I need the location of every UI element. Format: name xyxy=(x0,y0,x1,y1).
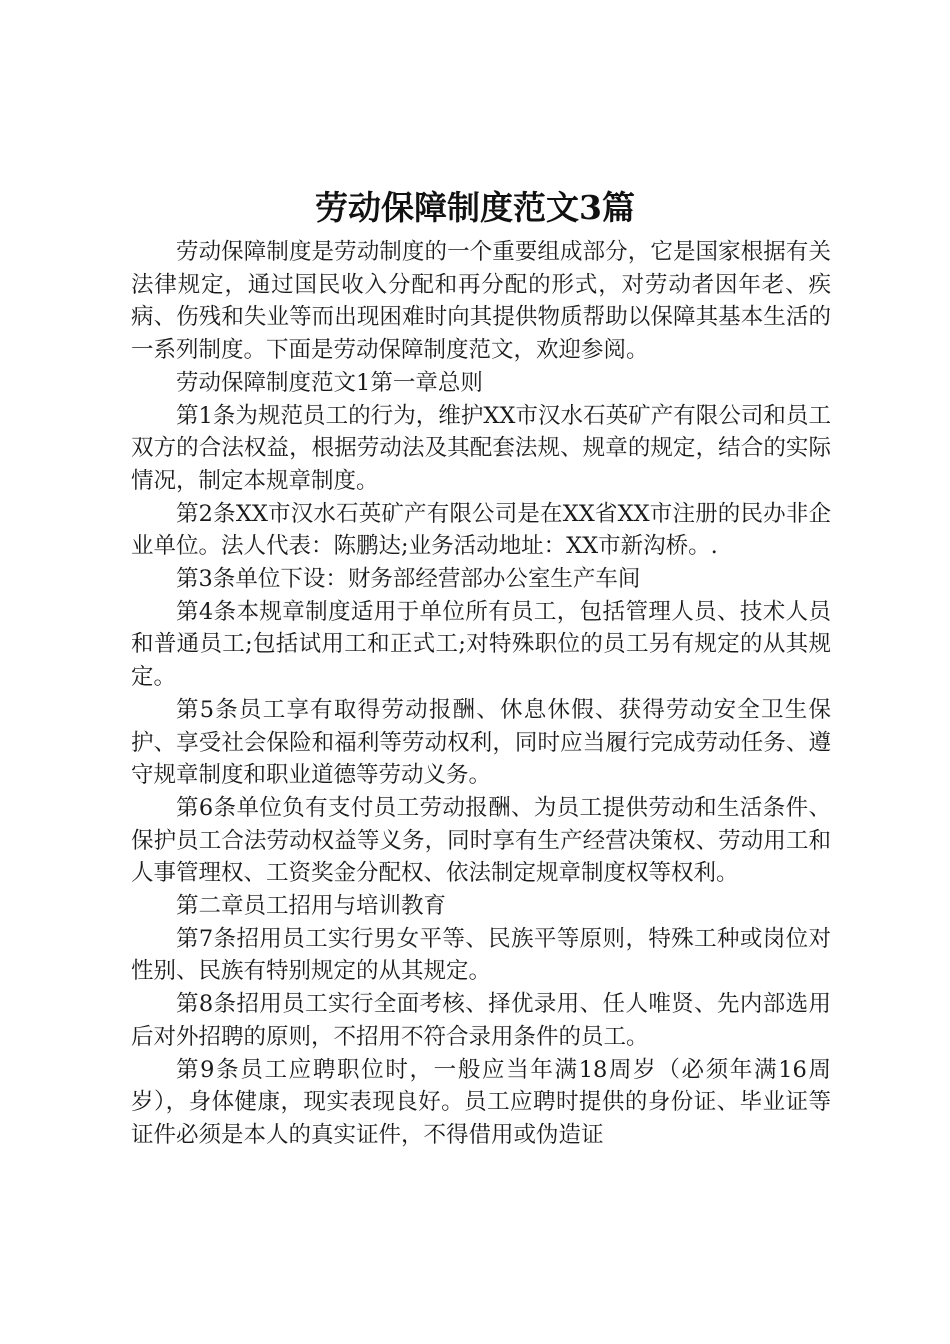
paragraph-article-4: 第4条本规章制度适用于单位所有员工，包括管理人员、技术人员和普通员工;包括试用工和正式工;对特殊职位的员工另有规定的从其规定。 xyxy=(131,598,831,691)
paragraph-article-5: 第5条员工享有取得劳动报酬、休息休假、获得劳动安全卫生保护、享受社会保险和福利等劳动权利，同时应当履行完成劳动任务、遵守规章制度和职业道德等劳动义务。 xyxy=(131,696,831,789)
paragraph-article-7: 第7条招用员工实行男女平等、民族平等原则，特殊工种或岗位对性别、民族有特别规定的从其规定。 xyxy=(131,925,831,985)
paragraph-article-6: 第6条单位负有支付员工劳动报酬、为员工提供劳动和生活条件、保护员工合法劳动权益等义务，同时享有生产经营决策权、劳动用工和人事管理权、工资奖金分配权、依法制定规章制度权等权利。 xyxy=(131,794,831,887)
paragraph-chapter-2-heading: 第二章员工招用与培训教育 xyxy=(176,893,447,920)
paragraph-article-8: 第8条招用员工实行全面考核、择优录用、任人唯贤、先内部选用后对外招聘的原则，不招用不符合录用条件的员工。 xyxy=(131,991,831,1050)
paragraph-article-9: 第9条员工应聘职位时，一般应当年满18周岁（必须年满16周岁），身体健康，现实表现良好。员工应聘时提供的身份证、毕业证等证件必须是本人的真实证件，不得借用或伪造证 xyxy=(131,1056,831,1148)
document-body xyxy=(131,236,831,1152)
paragraph-intro: 劳动保障制度是劳动制度的一个重要组成部分，它是国家根据有关法律规定，通过国民收入分配和再分配的形式，对劳动者因年老、疾病、伤残和失业等而出现困难时向其提供物质帮助以保障其基本生活的一系列制度。下面是劳动保障制度范文，欢迎参阅。 xyxy=(131,239,831,364)
paragraph-chapter-1-heading: 劳动保障制度范文1第一章总则 xyxy=(176,369,483,396)
document-title: 劳动保障制度范文3篇 xyxy=(315,188,635,227)
paragraph-article-1: 第1条为规范员工的行为，维护XX市汉水石英矿产有限公司和员工双方的合法权益，根据劳动法及其配套法规、规章的规定，结合的实际情况，制定本规章制度。 xyxy=(131,402,831,494)
paragraph-article-2: 第2条XX市汉水石英矿产有限公司是在XX省XX市注册的民办非企业单位。法人代表：陈鹏达;业务活动地址：XX市新沟桥。. xyxy=(131,500,831,560)
paragraph-article-3: 第3条单位下设：财务部经营部办公室生产车间 xyxy=(176,566,641,593)
